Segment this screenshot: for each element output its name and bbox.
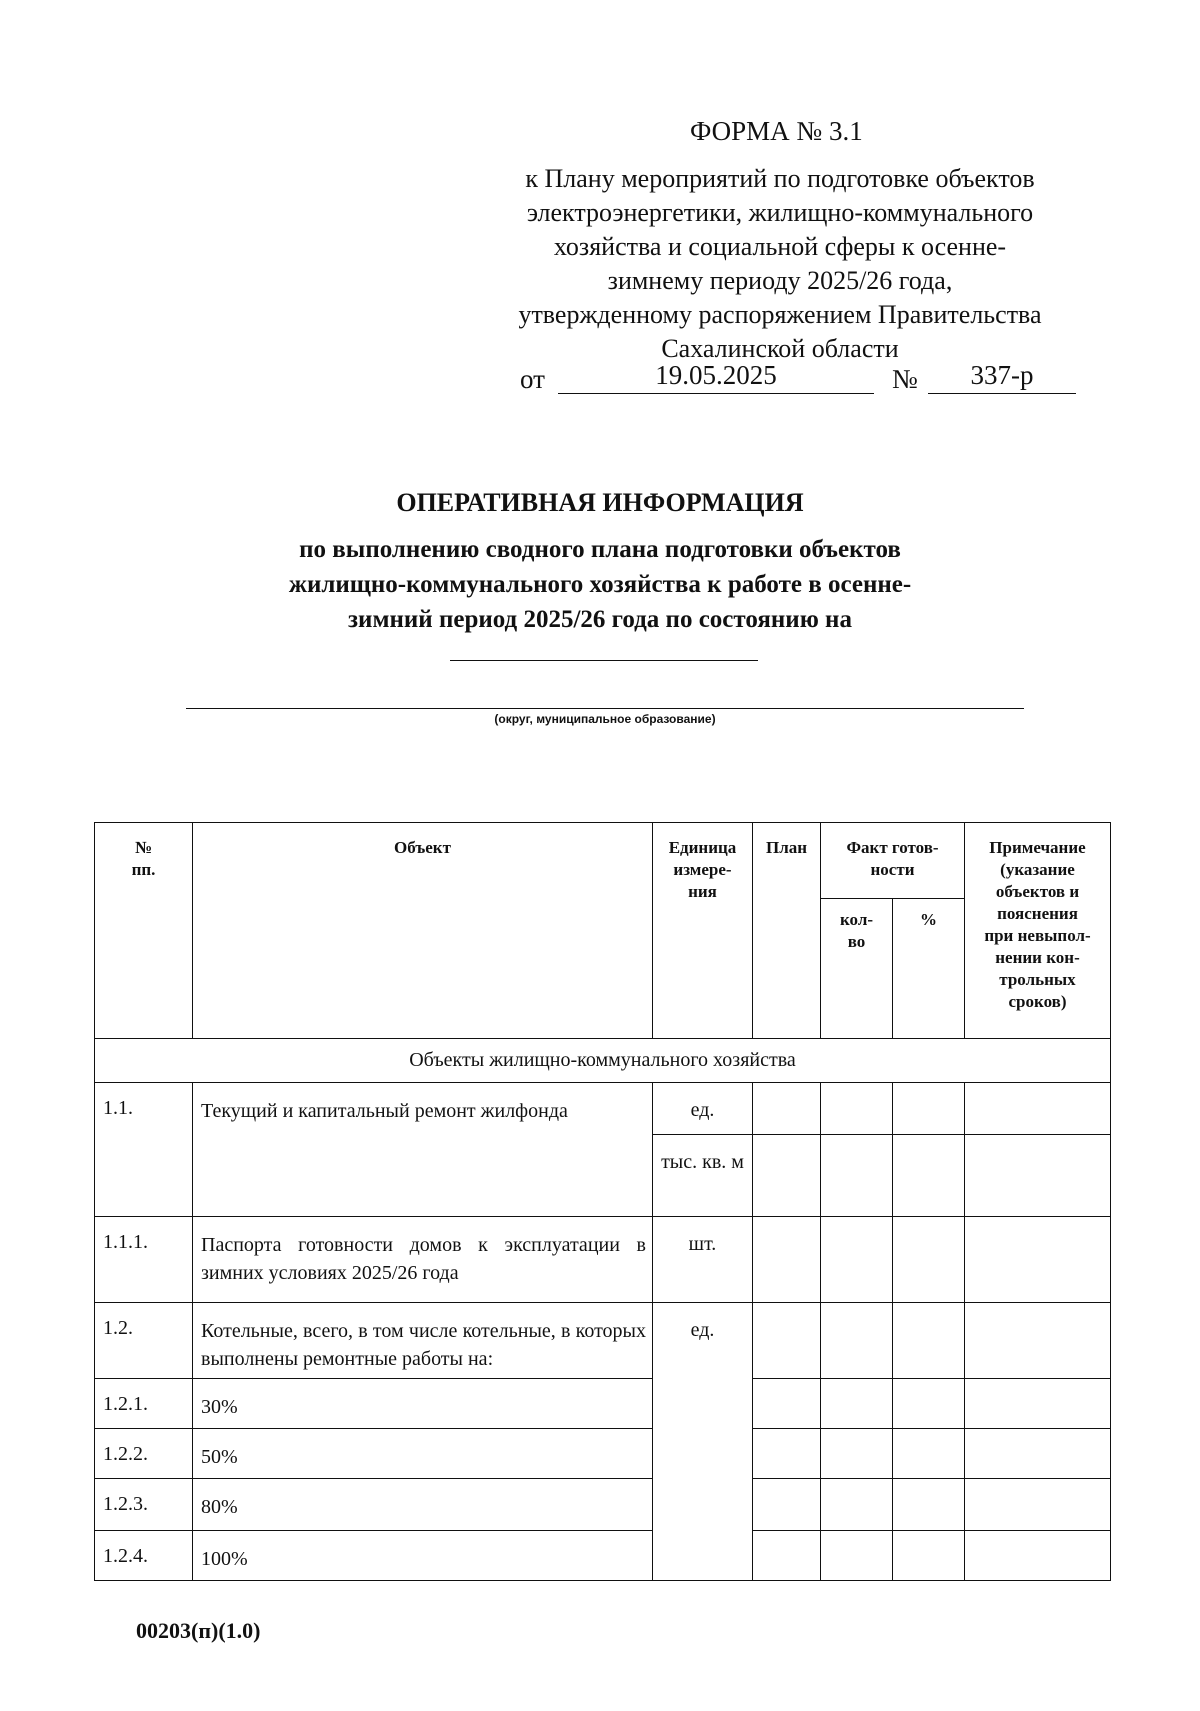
approval-line: к Плану мероприятий по подготовке объектов: [525, 164, 1035, 193]
cell-fact-qty[interactable]: [821, 1379, 893, 1429]
cell-fact-qty[interactable]: [821, 1217, 893, 1303]
subtitle-line: по выполнению сводного плана подготовки объектов: [299, 536, 901, 563]
row-object: 50%: [193, 1429, 653, 1479]
row-num: 1.2.2.: [95, 1429, 193, 1479]
readiness-table: [94, 822, 1111, 1581]
table-row: [95, 1479, 1111, 1531]
cell-plan[interactable]: [753, 1217, 821, 1303]
row-num: 1.1.: [95, 1083, 193, 1217]
row-object: Котельные, всего, в том числе котельные, в которых выполнены ремонтные работы на:: [193, 1303, 653, 1379]
district-caption: (округ, муниципальное образование): [494, 712, 716, 726]
row-object: Текущий и капитальный ремонт жилфонда: [193, 1083, 653, 1217]
form-number: ФОРМА № 3.1: [690, 116, 863, 146]
header-fact-pct: %: [893, 899, 965, 1039]
approval-line: утвержденному распоряжением Правительства: [518, 300, 1042, 329]
approval-line: Сахалинской области: [661, 334, 899, 363]
row-object: 80%: [193, 1479, 653, 1531]
cell-fact-qty[interactable]: [821, 1479, 893, 1531]
approval-line: зимнему периоду 2025/26 года,: [607, 266, 953, 295]
row-num: 1.2.: [95, 1303, 193, 1379]
header-plan: План: [753, 823, 821, 1039]
table-row: [95, 1379, 1111, 1429]
row-unit: ед.: [653, 1303, 753, 1581]
cell-plan[interactable]: [753, 1429, 821, 1479]
cell-note[interactable]: [965, 1531, 1111, 1581]
cell-plan[interactable]: [753, 1379, 821, 1429]
row-num: 1.2.3.: [95, 1479, 193, 1531]
cell-note[interactable]: [965, 1217, 1111, 1303]
cell-plan[interactable]: [753, 1135, 821, 1217]
status-date-blank-line: [450, 660, 758, 661]
cell-fact-pct[interactable]: [893, 1429, 965, 1479]
number-prefix: №: [892, 364, 918, 394]
cell-plan[interactable]: [753, 1531, 821, 1581]
order-number: 337-р: [928, 360, 1076, 394]
cell-note[interactable]: [965, 1135, 1111, 1217]
header-unit: Единица измере- ния: [653, 823, 753, 1039]
row-object: Паспорта готовности домов к эксплуатации в зимних условиях 2025/26 года: [193, 1217, 653, 1303]
header-object: Объект: [193, 823, 653, 1039]
approval-line: хозяйства и социальной сферы к осенне-: [553, 232, 1007, 261]
row-object: 30%: [193, 1379, 653, 1429]
document-title: ОПЕРАТИВНАЯ ИНФОРМАЦИЯ: [396, 488, 804, 517]
row-unit: шт.: [653, 1217, 753, 1303]
cell-fact-pct[interactable]: [893, 1531, 965, 1581]
order-date-number: [520, 360, 1080, 400]
table-header-row: [95, 823, 1111, 899]
table-row: [95, 1083, 1111, 1135]
table-row: [95, 1217, 1111, 1303]
header-note: Примечание (указание объектов и пояснения при невыпол- нении кон- трольных сроков): [965, 823, 1111, 1039]
row-num: 1.1.1.: [95, 1217, 193, 1303]
cell-fact-pct[interactable]: [893, 1217, 965, 1303]
subtitle-line: жилищно-коммунального хозяйства к работе в осенне-: [288, 571, 912, 598]
document-subtitle: [200, 532, 1000, 637]
cell-fact-pct[interactable]: [893, 1379, 965, 1429]
approval-reference: [490, 162, 1070, 366]
row-num: 1.2.1.: [95, 1379, 193, 1429]
cell-note[interactable]: [965, 1083, 1111, 1135]
cell-fact-pct[interactable]: [893, 1479, 965, 1531]
cell-fact-qty[interactable]: [821, 1531, 893, 1581]
cell-fact-pct[interactable]: [893, 1135, 965, 1217]
cell-fact-pct[interactable]: [893, 1303, 965, 1379]
header-fact-qty: кол- во: [821, 899, 893, 1039]
order-date: 19.05.2025: [558, 360, 874, 394]
cell-fact-qty[interactable]: [821, 1429, 893, 1479]
cell-note[interactable]: [965, 1379, 1111, 1429]
row-unit: ед.: [653, 1083, 753, 1135]
date-prefix: от: [520, 364, 545, 394]
cell-fact-qty[interactable]: [821, 1303, 893, 1379]
header-num: № пп.: [95, 823, 193, 1039]
cell-plan[interactable]: [753, 1479, 821, 1531]
cell-fact-qty[interactable]: [821, 1083, 893, 1135]
table-row: [95, 1303, 1111, 1379]
section-row: [95, 1039, 1111, 1083]
table-row: [95, 1531, 1111, 1581]
cell-fact-pct[interactable]: [893, 1083, 965, 1135]
cell-note[interactable]: [965, 1479, 1111, 1531]
cell-fact-qty[interactable]: [821, 1135, 893, 1217]
row-num: 1.2.4.: [95, 1531, 193, 1581]
section-title: Объекты жилищно-коммунального хозяйства: [95, 1039, 1111, 1083]
table-row: [95, 1429, 1111, 1479]
subtitle-line: зимний период 2025/26 года по состоянию на: [348, 606, 852, 633]
header-fact: Факт готов- ности: [821, 823, 965, 899]
document-code: 00203(п)(1.0): [136, 1618, 261, 1643]
cell-plan[interactable]: [753, 1083, 821, 1135]
cell-plan[interactable]: [753, 1303, 821, 1379]
row-unit: тыс. кв. м: [653, 1135, 753, 1217]
approval-line: электроэнергетики, жилищно-коммунального: [526, 198, 1034, 227]
cell-note[interactable]: [965, 1303, 1111, 1379]
district-blank-line: [186, 708, 1024, 709]
cell-note[interactable]: [965, 1429, 1111, 1479]
row-object: 100%: [193, 1531, 653, 1581]
